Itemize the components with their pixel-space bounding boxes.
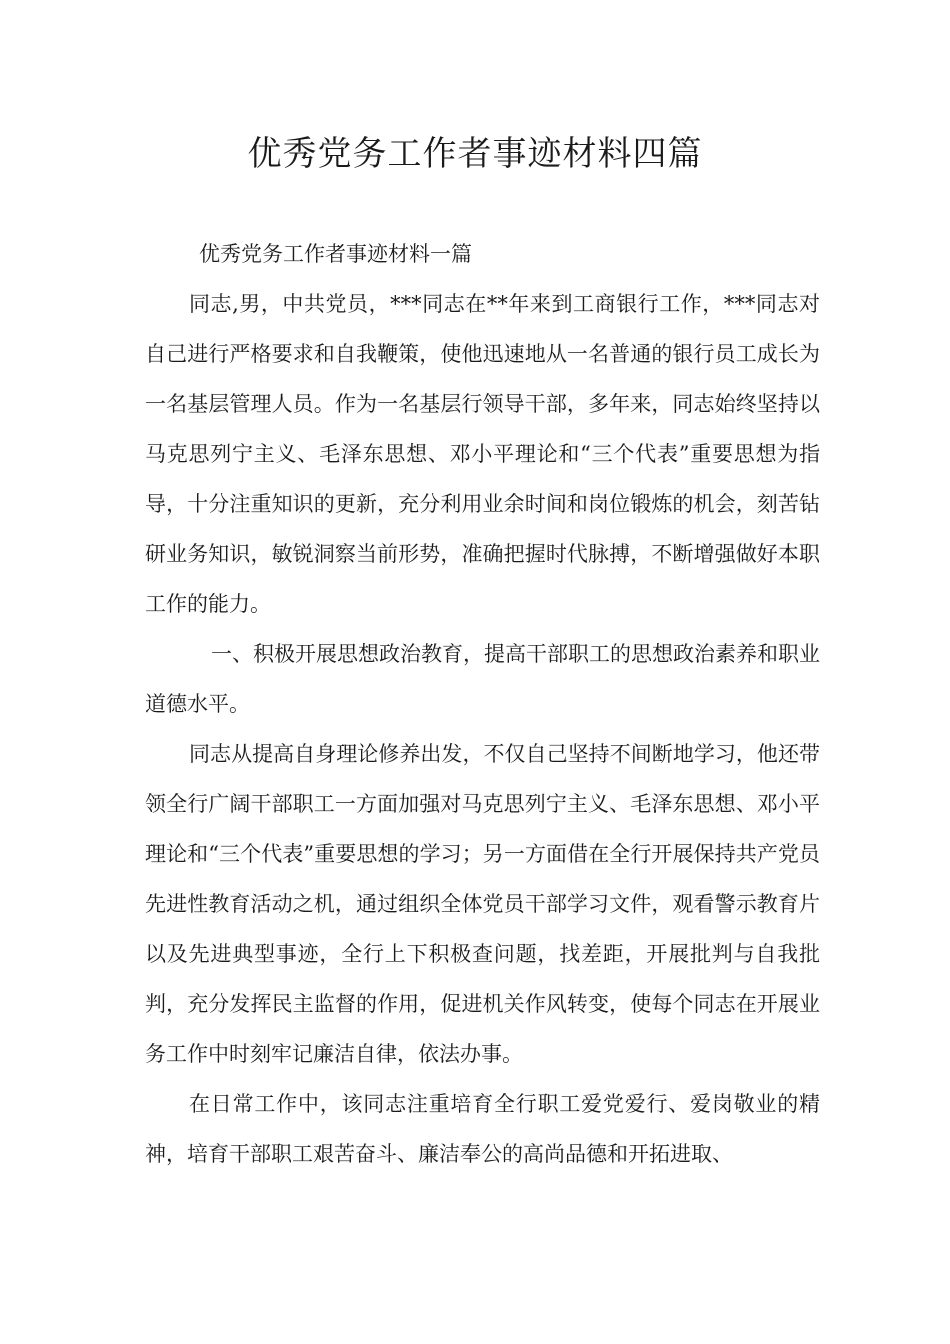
paragraph-daily-work: 在日常工作中，该同志注重培育全行职工爱党爱行、爱岗敬业的精神，培育干部职工艰苦奋斗、廉洁奉公的高尚品德和开拓进取、 bbox=[145, 1092, 820, 1166]
document-body bbox=[145, 229, 820, 1179]
section-heading-1: 一、积极开展思想政治教育，提高干部职工的思想政治素养和职业道德水平。 bbox=[145, 642, 820, 716]
document-subtitle: 优秀党务工作者事迹材料一篇 bbox=[199, 242, 472, 266]
document-title: 优秀党务工作者事迹材料四篇 bbox=[247, 134, 703, 174]
paragraph-intro: 同志,男，中共党员，***同志在**年来到工商银行工作，***同志对自己进行严格要求和自我鞭策，使他迅速地从一名普通的银行员工成长为一名基层管理人员。作为一名基层行领导干部，多年来，同志始终坚持以马克思列宁主义、毛泽东思想、邓小平理论和“三个代表”重要思想为指导，十分注重知识的更新，充分利用业余时间和岗位锻炼的机会，刻苦钻研业务知识，敏锐洞察当前形势，准确把握时代脉搏，不断增强做好本职工作的能力。 bbox=[145, 292, 820, 616]
paragraph-study: 同志从提高自身理论修养出发，不仅自己坚持不间断地学习，他还带领全行广阔干部职工一方面加强对马克思列宁主义、毛泽东思想、邓小平理论和“三个代表”重要思想的学习；另一方面借在全行开展保持共产党员先进性教育活动之机，通过组织全体党员干部学习文件，观看警示教育片以及先进典型事迹，全行上下积极查问题，找差距，开展批判与自我批判，充分发挥民主监督的作用，促进机关作风转变，使每个同志在开展业务工作中时刻牢记廉洁自律，依法办事。 bbox=[145, 742, 820, 1066]
